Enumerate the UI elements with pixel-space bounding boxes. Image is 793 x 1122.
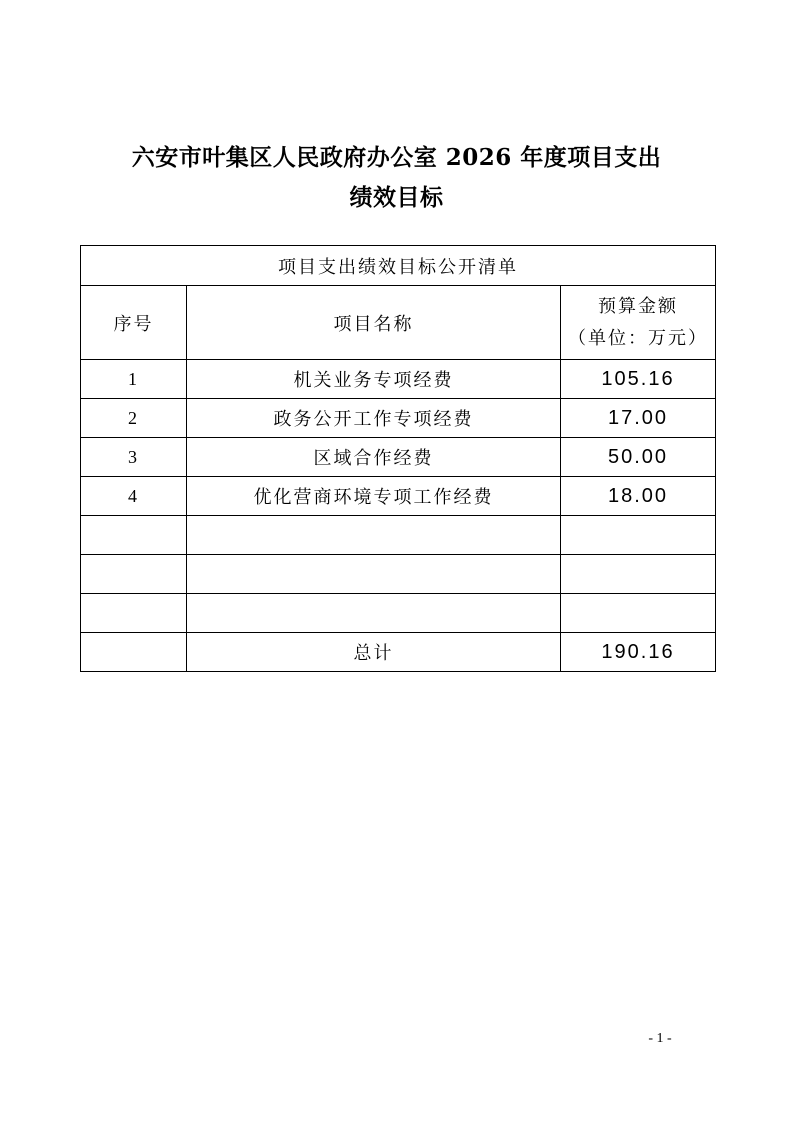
table-row xyxy=(81,360,716,399)
row-amount: 18.00 xyxy=(561,477,716,516)
table-row xyxy=(81,438,716,477)
table-row xyxy=(81,477,716,516)
row-project-name xyxy=(187,516,561,555)
table-row-empty xyxy=(81,594,716,633)
row-serial xyxy=(81,516,187,555)
row-project-name xyxy=(187,555,561,594)
row-amount xyxy=(561,555,716,594)
row-serial xyxy=(81,594,187,633)
header-project-name: 项目名称 xyxy=(187,286,561,360)
document-title: 六安市叶集区人民政府办公室 2026 年度项目支出 xyxy=(131,144,662,171)
total-serial-empty xyxy=(81,633,187,672)
table-row-empty xyxy=(81,555,716,594)
row-amount: 50.00 xyxy=(561,438,716,477)
row-project-name: 政务公开工作专项经费 xyxy=(187,399,561,438)
document-title-continued: 绩效目标 xyxy=(349,184,444,211)
performance-target-table xyxy=(80,245,716,672)
row-serial: 3 xyxy=(81,438,187,477)
total-label: 总计 xyxy=(187,633,561,672)
header-serial: 序号 xyxy=(81,286,187,360)
row-serial xyxy=(81,555,187,594)
row-amount xyxy=(561,516,716,555)
row-project-name: 区域合作经费 xyxy=(187,438,561,477)
row-serial: 2 xyxy=(81,399,187,438)
page-number: - 1 - xyxy=(648,1031,672,1046)
table-header-row xyxy=(81,286,716,360)
header-budget-amount xyxy=(561,286,716,360)
header-budget-amount-label: 预算金额 xyxy=(598,295,678,317)
header-budget-amount-unit: （单位：万元） xyxy=(568,327,708,349)
row-amount xyxy=(561,594,716,633)
table-total-row xyxy=(81,633,716,672)
total-amount: 190.16 xyxy=(561,633,716,672)
row-serial: 4 xyxy=(81,477,187,516)
table-caption-row xyxy=(81,246,716,286)
row-amount: 17.00 xyxy=(561,399,716,438)
row-amount: 105.16 xyxy=(561,360,716,399)
row-project-name: 机关业务专项经费 xyxy=(187,360,561,399)
row-project-name: 优化营商环境专项工作经费 xyxy=(187,477,561,516)
table-caption: 项目支出绩效目标公开清单 xyxy=(81,246,716,286)
row-serial: 1 xyxy=(81,360,187,399)
table-row xyxy=(81,399,716,438)
row-project-name xyxy=(187,594,561,633)
table-row-empty xyxy=(81,516,716,555)
